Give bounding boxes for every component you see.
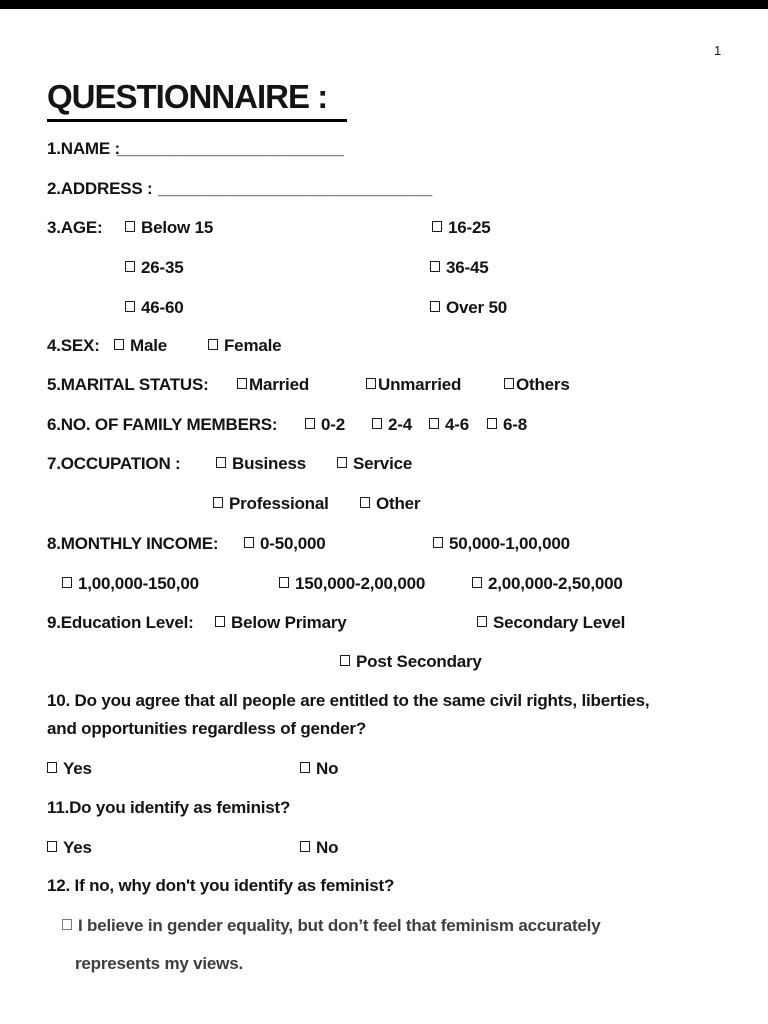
checkbox-icon [487, 418, 497, 429]
question-text: 10. Do you agree that all people are entitled to the same civil rights, liberties, [47, 691, 650, 710]
address-blank-line[interactable]: _____________________________ [158, 179, 433, 198]
question-text: and opportunities regardless of gender? [47, 719, 367, 738]
top-edge-bar [0, 0, 768, 9]
option-200000-250000[interactable] [472, 574, 623, 594]
option-50000-100000[interactable] [433, 534, 570, 554]
option-150000-200000[interactable] [279, 574, 425, 594]
option-other[interactable] [360, 494, 420, 514]
option-label: Yes [63, 759, 92, 778]
option-100000-15000[interactable] [62, 574, 199, 594]
age-label: 3.AGE: [47, 218, 103, 237]
option-below-primary[interactable] [215, 613, 347, 633]
option-secondary-level[interactable] [477, 613, 625, 633]
option-2-4[interactable] [372, 415, 412, 435]
option-label: 4-6 [445, 415, 469, 434]
option-professional[interactable] [213, 494, 329, 514]
option-service[interactable] [337, 454, 412, 474]
q10-text-line-2 [0, 719, 768, 743]
checkbox-icon [114, 339, 124, 350]
option-0-50000[interactable] [244, 534, 326, 554]
option-26-35[interactable] [125, 258, 183, 278]
option-label: 0-50,000 [260, 534, 326, 553]
option-label: Secondary Level [493, 613, 626, 632]
q11-option-yes[interactable] [47, 838, 92, 858]
option-6-8[interactable] [487, 415, 527, 435]
checkbox-icon [360, 497, 370, 508]
income-row-1 [0, 534, 768, 558]
income-row-2 [0, 574, 768, 598]
checkbox-icon [237, 378, 247, 389]
option-married[interactable] [237, 375, 309, 395]
option-36-45[interactable] [430, 258, 488, 278]
checkbox-icon [472, 577, 482, 588]
checkbox-icon [47, 762, 57, 773]
name-blank-line[interactable]: ________________________ [117, 139, 344, 158]
age-row-2 [0, 258, 768, 282]
marital-status-row [0, 375, 768, 399]
option-male[interactable] [114, 336, 167, 356]
checkbox-icon [215, 616, 225, 627]
option-post-secondary[interactable] [340, 652, 482, 672]
checkbox-icon [340, 655, 350, 666]
sex-label: 4.SEX: [47, 336, 100, 355]
question-text: 11.Do you identify as feminist? [47, 798, 291, 817]
option-label: Female [224, 336, 282, 355]
q11-text-row [0, 798, 768, 822]
question-text: 12. If no, why don't you identify as feminist? [47, 876, 395, 895]
checkbox-icon [372, 418, 382, 429]
education-row-2 [0, 652, 768, 676]
checkbox-icon [337, 457, 347, 468]
checkbox-icon [47, 841, 57, 852]
option-label: 16-25 [448, 218, 491, 237]
field-address-row [0, 179, 768, 203]
address-label: 2.ADDRESS : [47, 179, 153, 198]
option-label: Other [376, 494, 421, 513]
option-others[interactable] [504, 375, 570, 395]
option-label: 0-2 [321, 415, 345, 434]
option-label: Married [249, 375, 310, 394]
option-label: 150,000-2,00,000 [295, 574, 426, 593]
checkbox-icon [430, 301, 440, 312]
option-46-60[interactable] [125, 298, 183, 318]
option-label: Yes [63, 838, 92, 857]
option-label: Over 50 [446, 298, 507, 317]
option-over-50[interactable] [430, 298, 507, 318]
family-members-label: 6.NO. OF FAMILY MEMBERS: [47, 415, 278, 434]
option-label: Post Secondary [356, 652, 482, 671]
checkbox-icon [216, 457, 226, 468]
option-label: 1,00,000-150,00 [78, 574, 199, 593]
option-label: 2,00,000-2,50,000 [488, 574, 623, 593]
occupation-row-2 [0, 494, 768, 518]
option-4-6[interactable] [429, 415, 469, 435]
q12-text-row [0, 876, 768, 900]
occupation-row-1 [0, 454, 768, 478]
age-row-1 [0, 218, 768, 242]
q10-option-yes[interactable] [47, 759, 92, 779]
option-label: Professional [229, 494, 329, 513]
checkbox-icon [433, 537, 443, 548]
checkbox-icon [208, 339, 218, 350]
option-label: 6-8 [503, 415, 527, 434]
option-16-25[interactable] [432, 218, 490, 238]
name-label: 1.NAME : [47, 139, 121, 158]
option-0-2[interactable] [305, 415, 345, 435]
option-label: 2-4 [388, 415, 412, 434]
q10-option-no[interactable] [300, 759, 338, 779]
q12-option-gender-equality[interactable] [62, 916, 600, 936]
option-label: Others [516, 375, 570, 394]
field-name-row [0, 139, 768, 163]
q11-answers-row [0, 838, 768, 862]
checkbox-icon [62, 577, 72, 588]
marital-status-label: 5.MARITAL STATUS: [47, 375, 209, 394]
option-below-15[interactable] [125, 218, 213, 238]
q12-option-line-2 [0, 954, 768, 978]
checkbox-icon [305, 418, 315, 429]
option-label: Service [353, 454, 413, 473]
income-label: 8.MONTHLY INCOME: [47, 534, 219, 553]
option-label: I believe in gender equality, but don’t feel that feminism accurately [78, 916, 601, 935]
q12-option-line-1 [0, 916, 768, 940]
checkbox-icon [125, 301, 135, 312]
option-label: 46-60 [141, 298, 184, 317]
education-row-1 [0, 613, 768, 637]
checkbox-icon [244, 537, 254, 548]
option-label: Male [130, 336, 167, 355]
option-business[interactable] [216, 454, 306, 474]
option-label: 36-45 [446, 258, 489, 277]
q10-answers-row [0, 759, 768, 783]
option-label: Business [232, 454, 306, 473]
checkbox-icon [366, 378, 376, 389]
option-unmarried[interactable] [366, 375, 461, 395]
checkbox-icon [429, 418, 439, 429]
education-label: 9.Education Level: [47, 613, 194, 632]
checkbox-icon [62, 919, 72, 930]
option-label: 26-35 [141, 258, 184, 277]
checkbox-icon [300, 841, 310, 852]
option-label: 50,000-1,00,000 [449, 534, 570, 553]
option-label: No [316, 759, 339, 778]
occupation-label: 7.OCCUPATION : [47, 454, 181, 473]
checkbox-icon [213, 497, 223, 508]
checkbox-icon [125, 221, 135, 232]
checkbox-icon [504, 378, 514, 389]
option-label: Below 15 [141, 218, 214, 237]
q11-option-no[interactable] [300, 838, 338, 858]
option-label: No [316, 838, 339, 857]
age-row-3 [0, 298, 768, 322]
q10-text-line-1 [0, 691, 768, 715]
page-number: 1 [714, 43, 722, 58]
checkbox-icon [125, 261, 135, 272]
page-title: QUESTIONNAIRE : [47, 78, 347, 122]
family-members-row [0, 415, 768, 439]
option-label: Below Primary [231, 613, 347, 632]
checkbox-icon [477, 616, 487, 627]
option-label-continued: represents my views. [75, 954, 243, 973]
option-female[interactable] [208, 336, 281, 356]
checkbox-icon [432, 221, 442, 232]
checkbox-icon [300, 762, 310, 773]
checkbox-icon [279, 577, 289, 588]
checkbox-icon [430, 261, 440, 272]
option-label: Unmarried [378, 375, 462, 394]
sex-row [0, 336, 768, 360]
